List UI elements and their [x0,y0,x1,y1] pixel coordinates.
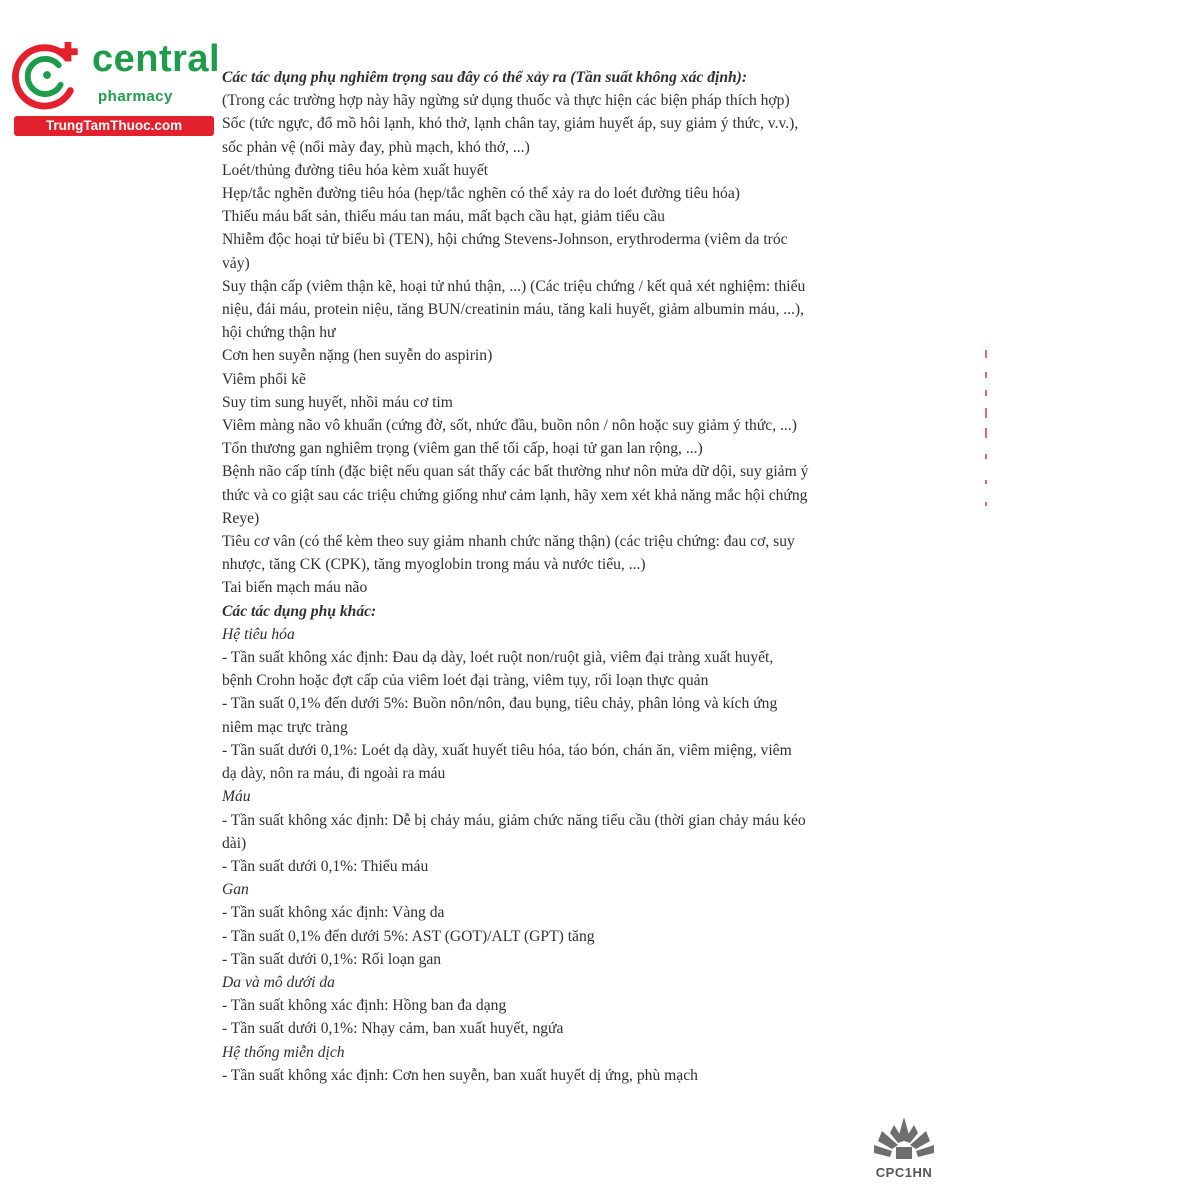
text-line: niêm mạc trực tràng [222,718,348,736]
text-line: dài) [222,834,247,852]
text-line: Loét/thủng đường tiêu hóa kèm xuất huyết [222,161,489,179]
text-line: Sốc (tức ngực, đổ mồ hôi lạnh, khó thở, lạnh chân tay, giảm huyết áp, suy giảm ý thức, v.v.), [222,115,799,133]
subheading-blood: Máu [222,788,251,806]
subheading-digestive: Hệ tiêu hóa [222,625,295,643]
margin-mark [985,428,987,438]
company-logo [858,1115,950,1195]
text-line: - Tần suất không xác định: Dễ bị chảy máu, giảm chức năng tiểu cầu (thời gian chảy máu kéo [222,811,806,829]
text-line: - Tần suất không xác định: Đau dạ dày, loét ruột non/ruột già, viêm đại tràng xuất huyết, [222,649,774,667]
text-line: Tiêu cơ vân (có thể kèm theo suy giảm nhanh chức năng thận) (các triệu chứng: đau cơ, suy [222,533,795,551]
brand-subtitle: pharmacy [98,88,173,105]
central-pharmacy-logo-icon [10,40,88,112]
text-line: - Tần suất dưới 0,1%: Rối loạn gan [222,950,442,968]
document-body [222,66,894,1087]
text-line: Thiếu máu bất sản, thiếu máu tan máu, mất bạch cầu hạt, giảm tiểu cầu [222,208,665,226]
text-line: hội chứng thận hư [222,324,336,342]
skin-effects-list [222,994,894,1040]
subheading-liver: Gan [222,881,249,899]
text-line: Tai biến mạch máu não [222,579,368,597]
subheading-immune: Hệ thống miễn dịch [222,1043,345,1061]
brand-url-badge[interactable]: TrungTamThuoc.com [14,116,214,136]
text-line: Viêm màng não vô khuẩn (cứng đờ, sốt, nhức đầu, buồn nôn / nôn hoặc suy giảm ý thức, ...) [222,417,797,435]
text-line: - Tần suất không xác định: Cơn hen suyễn, ban xuất huyết dị ứng, phù mạch [222,1066,698,1084]
text-line: thức và co giật sau các triệu chứng giống như cảm lạnh, hãy xem xét khả năng mắc hội chứng [222,486,808,504]
liver-effects-list [222,901,894,971]
text-line: nhược, tăng CK (CPK), tăng myoglobin trong máu và nước tiểu, ...) [222,556,646,574]
text-line: bệnh Crohn hoặc đợt cấp của viêm loét đại tràng, viêm tụy, rối loạn thực quản [222,672,709,690]
text-line: - Tần suất không xác định: Hồng ban đa dạng [222,997,507,1015]
brand-logo [10,38,221,138]
margin-mark [985,408,987,418]
immune-effects-list [222,1064,894,1087]
margin-mark [985,480,987,484]
margin-mark [985,454,987,459]
text-line: - Tần suất 0,1% đến dưới 5%: Buồn nôn/nôn, đau bụng, tiêu chảy, phân lỏng và kích ứng [222,695,778,713]
text-line: Nhiễm độc hoại tử biểu bì (TEN), hội chứng Stevens-Johnson, erythroderma (viêm da tróc [222,231,788,249]
text-line: - Tần suất dưới 0,1%: Thiếu máu [222,857,429,875]
text-line: Suy thận cấp (viêm thận kẽ, hoại tử nhú thận, ...) (Các triệu chứng / kết quả xét nghiệm: thiểu [222,277,806,295]
text-line: dạ dày, nôn ra máu, đi ngoài ra máu [222,765,446,783]
text-line: - Tần suất không xác định: Vàng da [222,904,445,922]
subheading-skin: Da và mô dưới da [222,973,335,991]
margin-mark [985,350,987,358]
text-line: niệu, đái máu, protein niệu, tăng BUN/creatinin máu, tăng kali huyết, giảm albumin máu, ...), [222,301,805,319]
text-line: sốc phản vệ (nổi mày đay, phù mạch, khó thở, ...) [222,138,530,156]
text-line: Hẹp/tắc nghẽn đường tiêu hóa (hẹp/tắc nghẽn có thể xảy ra do loét đường tiêu hóa) [222,185,740,203]
brand-name: central [92,38,221,80]
text-line: vảy) [222,254,250,272]
margin-mark [985,502,987,506]
text-line: Reye) [222,509,260,527]
serious-effects-list [222,89,894,599]
text-line: - Tần suất dưới 0,1%: Loét dạ dày, xuất huyết tiêu hóa, táo bón, chán ăn, viêm miệng, viêm [222,741,792,759]
lotus-emblem-icon [872,1115,936,1161]
margin-mark [985,390,987,396]
text-line: (Trong các trường hợp này hãy ngừng sử dụng thuốc và thực hiện các biện pháp thích hợp) [222,92,790,110]
text-line: - Tần suất dưới 0,1%: Nhạy cảm, ban xuất huyết, ngứa [222,1020,564,1038]
text-line: - Tần suất 0,1% đến dưới 5%: AST (GOT)/ALT (GPT) tăng [222,927,595,945]
blood-effects-list [222,809,894,879]
company-logo-text: CPC1HN [875,1165,933,1180]
margin-mark [985,372,987,378]
text-line: Cơn hen suyễn nặng (hen suyễn do aspirin) [222,347,493,365]
margin-marks [985,350,993,510]
text-line: Viêm phổi kẽ [222,370,306,388]
section-heading-serious: Các tác dụng phụ nghiêm trọng sau đây có thể xảy ra (Tần suất không xác định): [222,69,748,86]
text-line: Suy tim sung huyết, nhồi máu cơ tim [222,393,453,411]
text-line: Bệnh não cấp tính (đặc biệt nếu quan sát thấy các bất thường như nôn mửa dữ dội, suy giảm ý [222,463,809,481]
digestive-effects-list [222,646,894,785]
text-line: Tổn thương gan nghiêm trọng (viêm gan thể tối cấp, hoại tử gan lan rộng, ...) [222,440,703,458]
section-heading-other: Các tác dụng phụ khác: [222,602,377,620]
